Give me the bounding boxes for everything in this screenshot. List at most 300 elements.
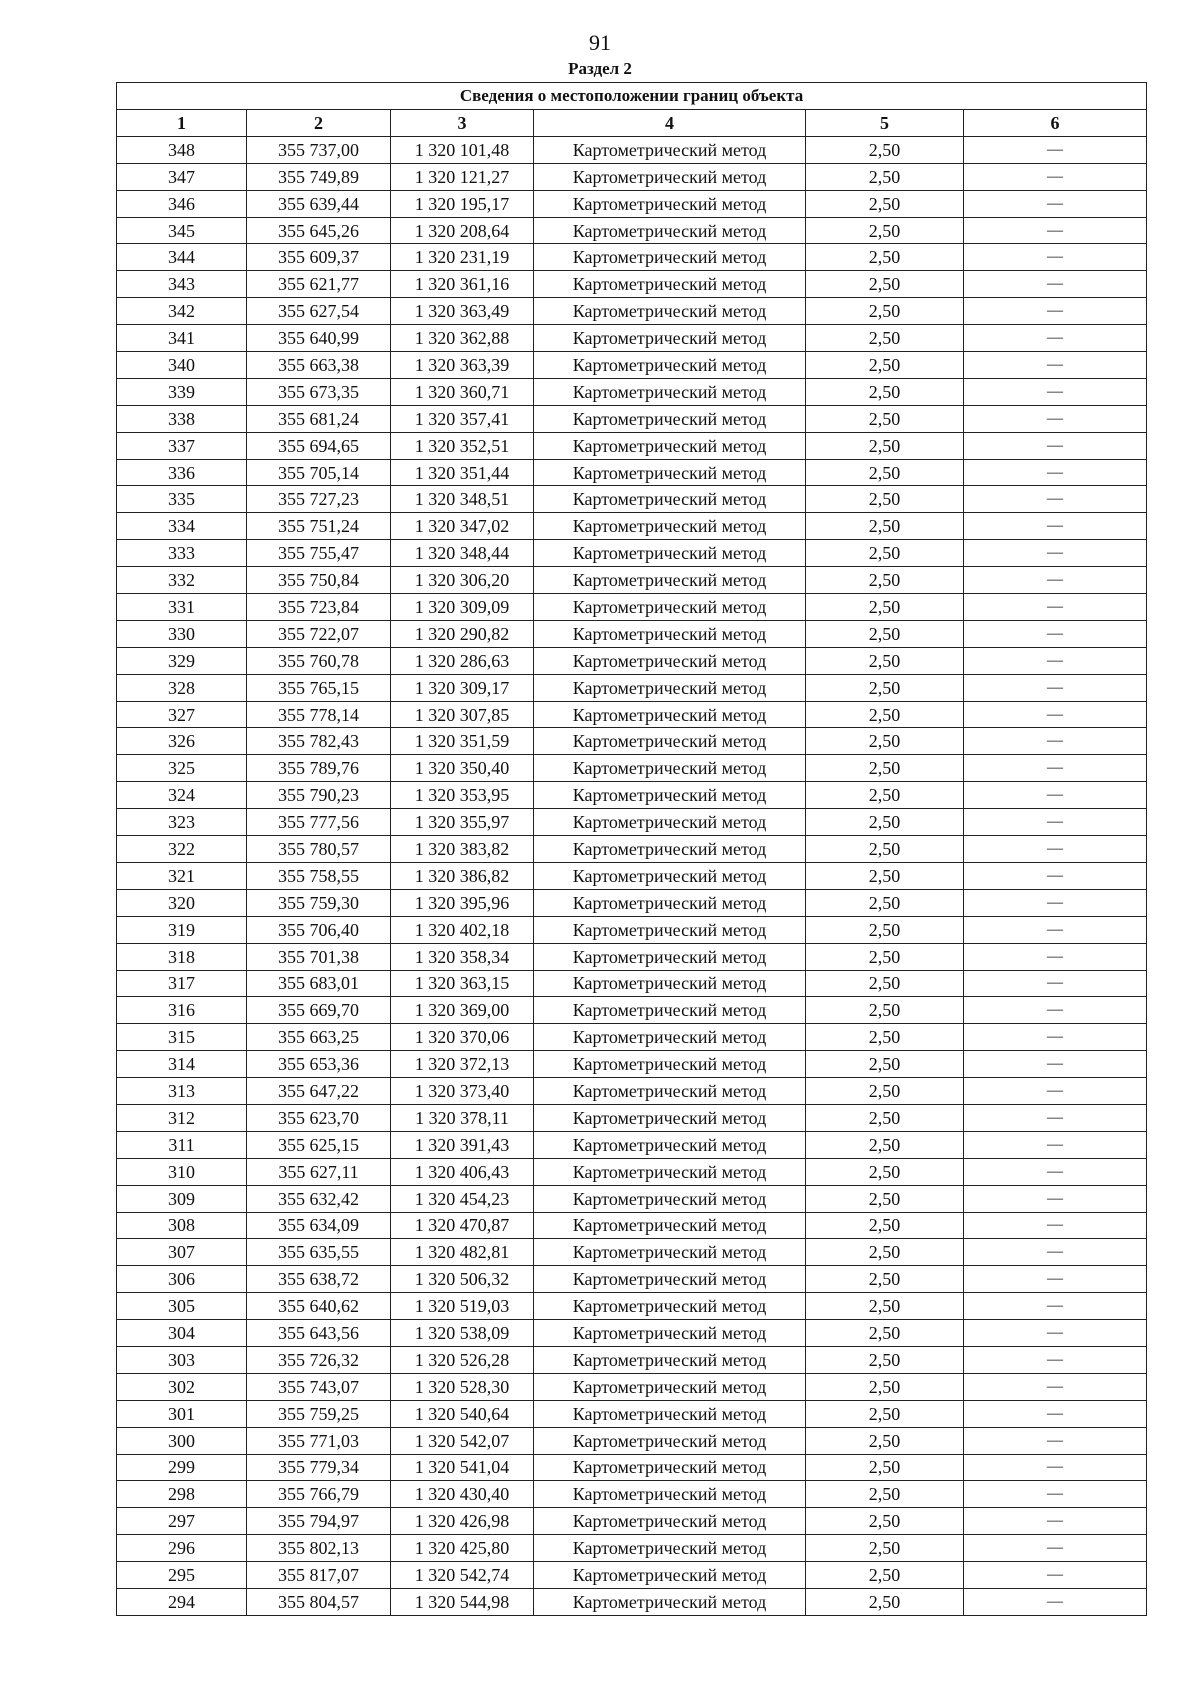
x-coordinate-cell: 355 621,77 [247,271,391,298]
x-coordinate-cell: 355 705,14 [247,459,391,486]
note-cell: — [964,1508,1147,1535]
method-cell: Картометрический метод [534,540,806,567]
accuracy-cell: 2,50 [806,1185,964,1212]
note-cell: — [964,1185,1147,1212]
x-coordinate-cell: 355 673,35 [247,378,391,405]
point-number-cell: 328 [117,674,247,701]
note-cell: — [964,1346,1147,1373]
x-coordinate-cell: 355 804,57 [247,1588,391,1615]
y-coordinate-cell: 1 320 363,39 [391,352,534,379]
method-cell: Картометрический метод [534,405,806,432]
method-cell: Картометрический метод [534,1293,806,1320]
table-row [117,1562,1147,1589]
x-coordinate-cell: 355 683,01 [247,970,391,997]
y-coordinate-cell: 1 320 357,41 [391,405,534,432]
y-coordinate-cell: 1 320 391,43 [391,1131,534,1158]
y-coordinate-cell: 1 320 358,34 [391,943,534,970]
table-row [117,136,1147,163]
x-coordinate-cell: 355 765,15 [247,674,391,701]
method-cell: Картометрический метод [534,997,806,1024]
point-number-cell: 301 [117,1400,247,1427]
note-cell: — [964,701,1147,728]
table-row [117,1481,1147,1508]
note-cell: — [964,540,1147,567]
x-coordinate-cell: 355 802,13 [247,1535,391,1562]
point-number-cell: 309 [117,1185,247,1212]
x-coordinate-cell: 355 751,24 [247,513,391,540]
x-coordinate-cell: 355 653,36 [247,1051,391,1078]
y-coordinate-cell: 1 320 347,02 [391,513,534,540]
x-coordinate-cell: 355 722,07 [247,620,391,647]
table-row [117,997,1147,1024]
point-number-cell: 300 [117,1427,247,1454]
table-row [117,1024,1147,1051]
y-coordinate-cell: 1 320 362,88 [391,325,534,352]
accuracy-cell: 2,50 [806,1481,964,1508]
point-number-cell: 327 [117,701,247,728]
accuracy-cell: 2,50 [806,136,964,163]
point-number-cell: 314 [117,1051,247,1078]
table-row [117,809,1147,836]
point-number-cell: 339 [117,378,247,405]
note-cell: — [964,378,1147,405]
point-number-cell: 344 [117,244,247,271]
accuracy-cell: 2,50 [806,1320,964,1347]
point-number-cell: 325 [117,755,247,782]
y-coordinate-cell: 1 320 363,49 [391,298,534,325]
method-cell: Картометрический метод [534,432,806,459]
accuracy-cell: 2,50 [806,620,964,647]
accuracy-cell: 2,50 [806,271,964,298]
method-cell: Картометрический метод [534,701,806,728]
table-row [117,352,1147,379]
note-cell: — [964,405,1147,432]
method-cell: Картометрический метод [534,513,806,540]
accuracy-cell: 2,50 [806,674,964,701]
table-row [117,862,1147,889]
accuracy-cell: 2,50 [806,378,964,405]
x-coordinate-cell: 355 750,84 [247,567,391,594]
note-cell: — [964,620,1147,647]
y-coordinate-cell: 1 320 195,17 [391,190,534,217]
x-coordinate-cell: 355 645,26 [247,217,391,244]
y-coordinate-cell: 1 320 121,27 [391,163,534,190]
accuracy-cell: 2,50 [806,1239,964,1266]
y-coordinate-cell: 1 320 363,15 [391,970,534,997]
point-number-cell: 306 [117,1266,247,1293]
column-header-6: 6 [964,110,1147,137]
accuracy-cell: 2,50 [806,244,964,271]
accuracy-cell: 2,50 [806,1400,964,1427]
table-row [117,970,1147,997]
x-coordinate-cell: 355 779,34 [247,1454,391,1481]
note-cell: — [964,1266,1147,1293]
method-cell: Картометрический метод [534,1562,806,1589]
table-row [117,163,1147,190]
method-cell: Картометрический метод [534,459,806,486]
point-number-cell: 316 [117,997,247,1024]
x-coordinate-cell: 355 627,54 [247,298,391,325]
note-cell: — [964,809,1147,836]
method-cell: Картометрический метод [534,1078,806,1105]
point-number-cell: 295 [117,1562,247,1589]
method-cell: Картометрический метод [534,970,806,997]
method-cell: Картометрический метод [534,1427,806,1454]
y-coordinate-cell: 1 320 231,19 [391,244,534,271]
x-coordinate-cell: 355 780,57 [247,836,391,863]
y-coordinate-cell: 1 320 506,32 [391,1266,534,1293]
y-coordinate-cell: 1 320 286,63 [391,647,534,674]
x-coordinate-cell: 355 760,78 [247,647,391,674]
note-cell: — [964,836,1147,863]
x-coordinate-cell: 355 706,40 [247,916,391,943]
accuracy-cell: 2,50 [806,594,964,621]
note-cell: — [964,432,1147,459]
point-number-cell: 305 [117,1293,247,1320]
point-number-cell: 299 [117,1454,247,1481]
accuracy-cell: 2,50 [806,1293,964,1320]
table-row [117,1078,1147,1105]
point-number-cell: 334 [117,513,247,540]
note-cell: — [964,1239,1147,1266]
note-cell: — [964,1104,1147,1131]
accuracy-cell: 2,50 [806,1508,964,1535]
accuracy-cell: 2,50 [806,486,964,513]
accuracy-cell: 2,50 [806,1266,964,1293]
method-cell: Картометрический метод [534,594,806,621]
note-cell: — [964,1293,1147,1320]
accuracy-cell: 2,50 [806,567,964,594]
table-row [117,1588,1147,1615]
accuracy-cell: 2,50 [806,432,964,459]
y-coordinate-cell: 1 320 542,74 [391,1562,534,1589]
accuracy-cell: 2,50 [806,701,964,728]
accuracy-cell: 2,50 [806,1024,964,1051]
x-coordinate-cell: 355 643,56 [247,1320,391,1347]
x-coordinate-cell: 355 625,15 [247,1131,391,1158]
point-number-cell: 320 [117,889,247,916]
note-cell: — [964,486,1147,513]
note-cell: — [964,916,1147,943]
accuracy-cell: 2,50 [806,997,964,1024]
point-number-cell: 310 [117,1158,247,1185]
boundary-table [116,82,1147,1616]
table-row [117,1131,1147,1158]
accuracy-cell: 2,50 [806,755,964,782]
y-coordinate-cell: 1 320 353,95 [391,782,534,809]
x-coordinate-cell: 355 723,84 [247,594,391,621]
accuracy-cell: 2,50 [806,1104,964,1131]
point-number-cell: 312 [117,1104,247,1131]
y-coordinate-cell: 1 320 526,28 [391,1346,534,1373]
table-row [117,217,1147,244]
y-coordinate-cell: 1 320 370,06 [391,1024,534,1051]
note-cell: — [964,298,1147,325]
note-cell: — [964,970,1147,997]
x-coordinate-cell: 355 759,25 [247,1400,391,1427]
note-cell: — [964,271,1147,298]
note-cell: — [964,943,1147,970]
method-cell: Картометрический метод [534,916,806,943]
x-coordinate-cell: 355 663,25 [247,1024,391,1051]
x-coordinate-cell: 355 627,11 [247,1158,391,1185]
table-row [117,325,1147,352]
note-cell: — [964,647,1147,674]
point-number-cell: 315 [117,1024,247,1051]
accuracy-cell: 2,50 [806,970,964,997]
note-cell: — [964,1562,1147,1589]
table-row [117,1535,1147,1562]
table-row [117,540,1147,567]
table-header-row [117,110,1147,137]
method-cell: Картометрический метод [534,271,806,298]
table-row [117,486,1147,513]
point-number-cell: 347 [117,163,247,190]
accuracy-cell: 2,50 [806,1562,964,1589]
accuracy-cell: 2,50 [806,836,964,863]
y-coordinate-cell: 1 320 406,43 [391,1158,534,1185]
point-number-cell: 335 [117,486,247,513]
note-cell: — [964,190,1147,217]
y-coordinate-cell: 1 320 528,30 [391,1373,534,1400]
x-coordinate-cell: 355 794,97 [247,1508,391,1535]
table-row [117,889,1147,916]
note-cell: — [964,997,1147,1024]
table-row [117,943,1147,970]
point-number-cell: 313 [117,1078,247,1105]
method-cell: Картометрический метод [534,862,806,889]
table-row [117,916,1147,943]
accuracy-cell: 2,50 [806,889,964,916]
accuracy-cell: 2,50 [806,540,964,567]
table-row [117,1427,1147,1454]
accuracy-cell: 2,50 [806,1535,964,1562]
method-cell: Картометрический метод [534,190,806,217]
accuracy-cell: 2,50 [806,1158,964,1185]
x-coordinate-cell: 355 639,44 [247,190,391,217]
note-cell: — [964,1024,1147,1051]
note-cell: — [964,1481,1147,1508]
point-number-cell: 340 [117,352,247,379]
method-cell: Картометрический метод [534,943,806,970]
point-number-cell: 319 [117,916,247,943]
x-coordinate-cell: 355 634,09 [247,1212,391,1239]
method-cell: Картометрический метод [534,1212,806,1239]
note-cell: — [964,1427,1147,1454]
accuracy-cell: 2,50 [806,647,964,674]
x-coordinate-cell: 355 726,32 [247,1346,391,1373]
x-coordinate-cell: 355 766,79 [247,1481,391,1508]
accuracy-cell: 2,50 [806,1346,964,1373]
point-number-cell: 304 [117,1320,247,1347]
note-cell: — [964,567,1147,594]
accuracy-cell: 2,50 [806,325,964,352]
method-cell: Картометрический метод [534,647,806,674]
note-cell: — [964,1051,1147,1078]
method-cell: Картометрический метод [534,567,806,594]
method-cell: Картометрический метод [534,1535,806,1562]
method-cell: Картометрический метод [534,352,806,379]
y-coordinate-cell: 1 320 290,82 [391,620,534,647]
method-cell: Картометрический метод [534,836,806,863]
x-coordinate-cell: 355 817,07 [247,1562,391,1589]
method-cell: Картометрический метод [534,244,806,271]
y-coordinate-cell: 1 320 454,23 [391,1185,534,1212]
point-number-cell: 317 [117,970,247,997]
accuracy-cell: 2,50 [806,1051,964,1078]
accuracy-cell: 2,50 [806,190,964,217]
table-row [117,1266,1147,1293]
method-cell: Картометрический метод [534,1373,806,1400]
y-coordinate-cell: 1 320 386,82 [391,862,534,889]
table-row [117,620,1147,647]
method-cell: Картометрический метод [534,325,806,352]
table-row [117,594,1147,621]
note-cell: — [964,1212,1147,1239]
table-row [117,701,1147,728]
method-cell: Картометрический метод [534,1024,806,1051]
point-number-cell: 324 [117,782,247,809]
y-coordinate-cell: 1 320 426,98 [391,1508,534,1535]
x-coordinate-cell: 355 640,99 [247,325,391,352]
y-coordinate-cell: 1 320 351,44 [391,459,534,486]
table-caption-row [117,83,1147,110]
y-coordinate-cell: 1 320 351,59 [391,728,534,755]
y-coordinate-cell: 1 320 369,00 [391,997,534,1024]
accuracy-cell: 2,50 [806,352,964,379]
point-number-cell: 331 [117,594,247,621]
y-coordinate-cell: 1 320 307,85 [391,701,534,728]
x-coordinate-cell: 355 609,37 [247,244,391,271]
point-number-cell: 307 [117,1239,247,1266]
section-title: Раздел 2 [568,59,632,78]
point-number-cell: 338 [117,405,247,432]
x-coordinate-cell: 355 777,56 [247,809,391,836]
accuracy-cell: 2,50 [806,217,964,244]
table-row [117,513,1147,540]
note-cell: — [964,1158,1147,1185]
point-number-cell: 311 [117,1131,247,1158]
table-row [117,674,1147,701]
x-coordinate-cell: 355 771,03 [247,1427,391,1454]
accuracy-cell: 2,50 [806,809,964,836]
accuracy-cell: 2,50 [806,916,964,943]
x-coordinate-cell: 355 743,07 [247,1373,391,1400]
point-number-cell: 303 [117,1346,247,1373]
method-cell: Картометрический метод [534,620,806,647]
note-cell: — [964,1454,1147,1481]
note-cell: — [964,513,1147,540]
column-header-4: 4 [534,110,806,137]
note-cell: — [964,1400,1147,1427]
accuracy-cell: 2,50 [806,1588,964,1615]
method-cell: Картометрический метод [534,1346,806,1373]
y-coordinate-cell: 1 320 470,87 [391,1212,534,1239]
accuracy-cell: 2,50 [806,163,964,190]
x-coordinate-cell: 355 640,62 [247,1293,391,1320]
column-header-1: 1 [117,110,247,137]
x-coordinate-cell: 355 632,42 [247,1185,391,1212]
y-coordinate-cell: 1 320 360,71 [391,378,534,405]
accuracy-cell: 2,50 [806,943,964,970]
note-cell: — [964,217,1147,244]
table-row [117,1293,1147,1320]
x-coordinate-cell: 355 759,30 [247,889,391,916]
table-row [117,728,1147,755]
method-cell: Картометрический метод [534,378,806,405]
y-coordinate-cell: 1 320 355,97 [391,809,534,836]
point-number-cell: 337 [117,432,247,459]
note-cell: — [964,459,1147,486]
method-cell: Картометрический метод [534,1481,806,1508]
point-number-cell: 296 [117,1535,247,1562]
point-number-cell: 342 [117,298,247,325]
x-coordinate-cell: 355 701,38 [247,943,391,970]
note-cell: — [964,755,1147,782]
note-cell: — [964,1588,1147,1615]
method-cell: Картометрический метод [534,1454,806,1481]
point-number-cell: 318 [117,943,247,970]
point-number-cell: 345 [117,217,247,244]
method-cell: Картометрический метод [534,1185,806,1212]
note-cell: — [964,244,1147,271]
point-number-cell: 326 [117,728,247,755]
table-row [117,1400,1147,1427]
table-row [117,836,1147,863]
table-row [117,378,1147,405]
method-cell: Картометрический метод [534,1051,806,1078]
y-coordinate-cell: 1 320 378,11 [391,1104,534,1131]
note-cell: — [964,1078,1147,1105]
table-row [117,432,1147,459]
y-coordinate-cell: 1 320 482,81 [391,1239,534,1266]
note-cell: — [964,862,1147,889]
y-coordinate-cell: 1 320 425,80 [391,1535,534,1562]
method-cell: Картометрический метод [534,782,806,809]
table-row [117,1104,1147,1131]
point-number-cell: 333 [117,540,247,567]
table-row [117,1185,1147,1212]
note-cell: — [964,352,1147,379]
method-cell: Картометрический метод [534,1266,806,1293]
x-coordinate-cell: 355 727,23 [247,486,391,513]
point-number-cell: 332 [117,567,247,594]
point-number-cell: 341 [117,325,247,352]
table-row [117,1239,1147,1266]
point-number-cell: 322 [117,836,247,863]
method-cell: Картометрический метод [534,1400,806,1427]
note-cell: — [964,325,1147,352]
x-coordinate-cell: 355 758,55 [247,862,391,889]
note-cell: — [964,889,1147,916]
table-row [117,755,1147,782]
table-row [117,1508,1147,1535]
method-cell: Картометрический метод [534,1158,806,1185]
column-header-5: 5 [806,110,964,137]
method-cell: Картометрический метод [534,889,806,916]
table-body [117,136,1147,1615]
y-coordinate-cell: 1 320 208,64 [391,217,534,244]
x-coordinate-cell: 355 669,70 [247,997,391,1024]
note-cell: — [964,1373,1147,1400]
method-cell: Картометрический метод [534,136,806,163]
point-number-cell: 294 [117,1588,247,1615]
y-coordinate-cell: 1 320 309,17 [391,674,534,701]
point-number-cell: 346 [117,190,247,217]
y-coordinate-cell: 1 320 541,04 [391,1454,534,1481]
x-coordinate-cell: 355 635,55 [247,1239,391,1266]
x-coordinate-cell: 355 782,43 [247,728,391,755]
